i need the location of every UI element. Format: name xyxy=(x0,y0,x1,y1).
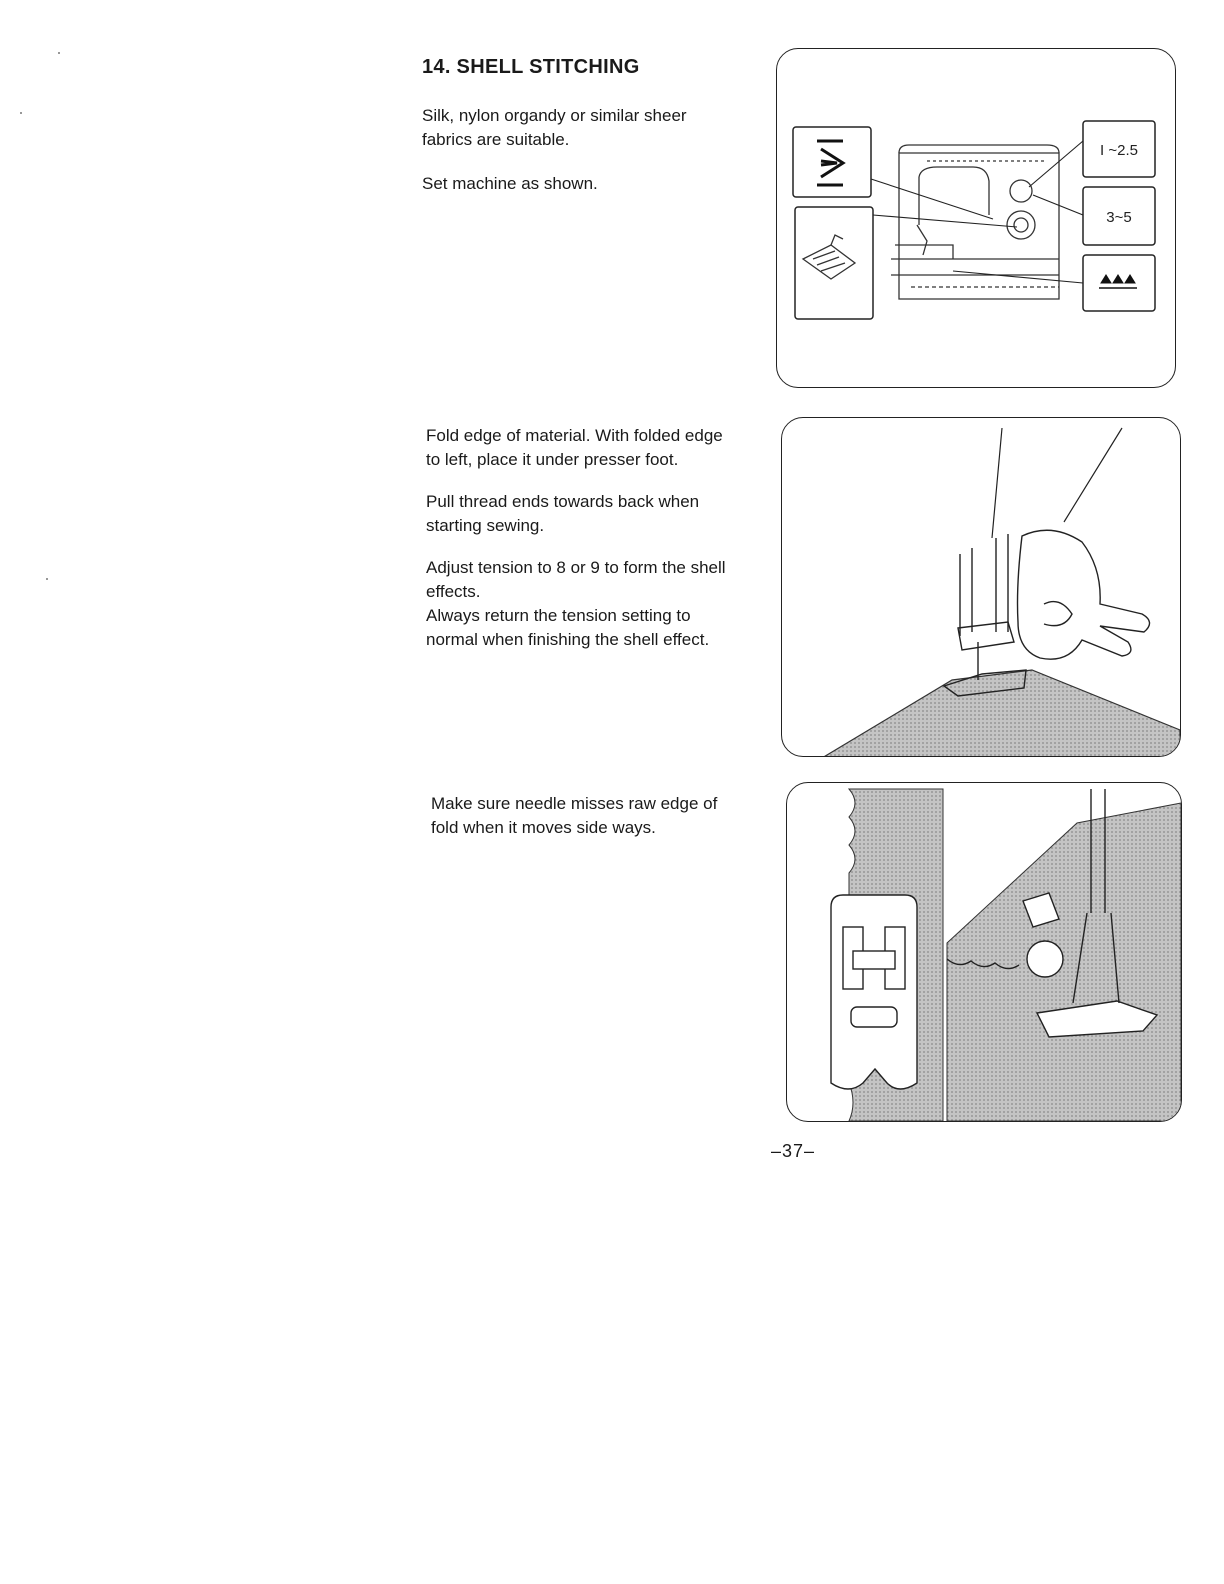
leader-lines xyxy=(871,141,1083,283)
step2-paragraph: Fold edge of material. With folded edge to left, place it under presser foot. xyxy=(426,426,723,469)
fabric-piece xyxy=(822,670,1180,756)
step2-paragraph: Adjust tension to 8 or 9 to form the shell effects. xyxy=(426,558,726,601)
stitch-width-setting: I ~2.5 xyxy=(1100,142,1138,159)
step3-paragraph: Make sure needle misses raw edge of fold when it moves side ways. xyxy=(431,794,718,837)
step3-text xyxy=(431,792,731,840)
pattern-selector-box xyxy=(793,127,871,197)
feed-dog-box xyxy=(1083,255,1155,311)
scan-speck xyxy=(58,52,60,54)
fabric-guiding-figure xyxy=(781,417,1181,757)
step1-paragraph: Set machine as shown. xyxy=(422,174,598,193)
step2-text xyxy=(426,424,726,652)
step2-paragraph: Always return the tension setting to normal when finishing the shell effect. xyxy=(426,606,710,649)
sewing-machine-icon xyxy=(891,145,1059,299)
presser-foot-box xyxy=(795,207,873,319)
step1-text xyxy=(422,104,722,196)
presser-foot-top-view xyxy=(831,895,917,1089)
length-setting-box xyxy=(1083,187,1155,245)
scan-speck xyxy=(46,578,48,580)
width-setting-box xyxy=(1083,121,1155,177)
step2-paragraph: Pull thread ends towards back when starting sewing. xyxy=(426,492,700,535)
hand-guiding-fabric-illustration xyxy=(782,418,1180,756)
presser-foot-shell-edge-illustration xyxy=(787,783,1181,1121)
presser-bar xyxy=(944,534,1026,696)
fabric-side-view xyxy=(947,803,1181,1121)
machine-settings-drawing xyxy=(777,49,1175,387)
step1-paragraph: Silk, nylon organdy or similar sheer fabrics are suitable. xyxy=(422,106,687,149)
section-title: 14. SHELL STITCHING xyxy=(422,56,640,78)
shell-edge-figure xyxy=(786,782,1182,1122)
machine-settings-figure xyxy=(776,48,1176,388)
stitch-length-setting: 3~5 xyxy=(1106,209,1132,226)
hand-outline xyxy=(1018,530,1150,659)
scan-speck xyxy=(20,112,22,114)
sleeve-outline xyxy=(992,428,1122,538)
page-number: –37– xyxy=(771,1141,816,1161)
